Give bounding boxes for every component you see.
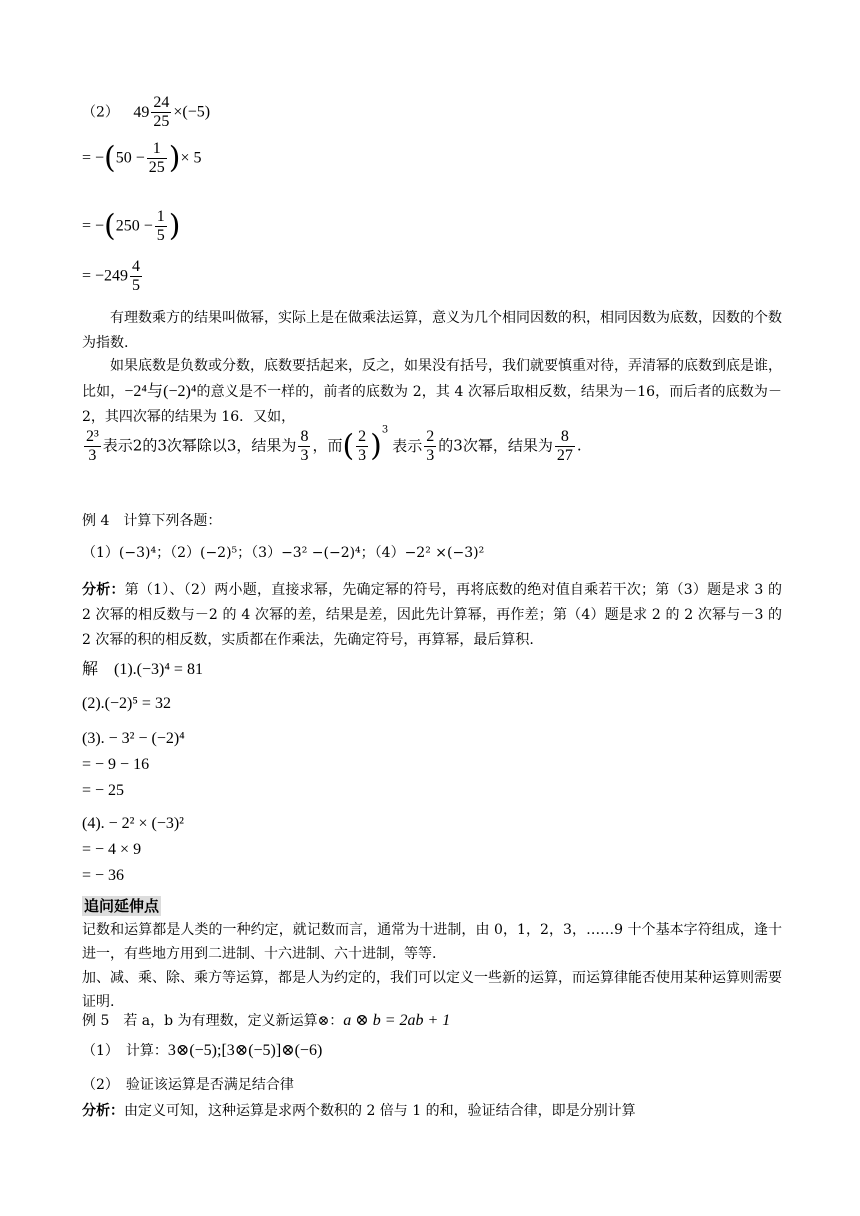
fraction: $\frac{1}{25}$ xyxy=(148,140,165,176)
power-expression: −2⁴与(−2)⁴ xyxy=(124,383,197,400)
fraction: $\frac{1}{5}$ xyxy=(156,208,165,244)
paragraph-numeration: 记数和运算都是人类的一种约定，就记数而言，通常为十进制，由 0，1，2，3，……9 十个基本字符组成，逢十进一，有些地方用到二进制、十六进制、六十进制，等等. xyxy=(82,922,782,962)
example-5-q1: （1） 计算：3⊗(−5);[3⊗(−5)]⊗(−6) xyxy=(82,1042,323,1059)
paragraph-operations: 加、减、乘、除、乘方等运算，都是人为约定的，我们可以定义一些新的运算，而运算律能否使用某种运算则需要证明. xyxy=(82,970,782,1010)
solution-line: = − 4 × 9 xyxy=(82,841,142,858)
step-line-1 xyxy=(82,94,210,131)
fraction: $\frac{\text{2³}}{3}$ xyxy=(86,428,99,464)
analysis-2: 分析：由定义可知，这种运算是求两个数积的 2 倍与 1 的和，验证结合律，即是分别计算 xyxy=(82,1103,636,1119)
part-label: （2） xyxy=(82,104,119,121)
solution-line: (4). − 2² × (−3)² xyxy=(82,815,184,832)
operation-definition: a ⊗ b = 2ab + 1 xyxy=(343,1012,451,1029)
solution-line: = − 25 xyxy=(82,782,125,799)
fraction: $\frac{8}{3}$ xyxy=(300,428,309,464)
solution-line: 解 (1).(−3)⁴ = 81 xyxy=(82,661,203,678)
fraction: $\frac{24}{25}$ xyxy=(153,94,170,130)
solution-line: (2).(−2)⁵ = 32 xyxy=(82,695,171,712)
mixed-whole: 49 xyxy=(133,103,150,121)
exponent: 3 xyxy=(381,424,389,436)
example-5-q2: （2） 验证该运算是否满足结合律 xyxy=(82,1077,294,1093)
fraction: $\frac{4}{5}$ xyxy=(132,258,141,294)
example-4-items: （1）(−3)⁴；（2）(−2)⁵；（3）−3² −(−2)⁴；（4）−2² ×(−3)² xyxy=(82,545,485,561)
paragraph-power-definition: 有理数乘方的结果叫做幂，实际上是在做乘法运算，意义为几个相同因数的积，相同因数为底数，因数的个数为指数. xyxy=(82,310,782,351)
step-line-4: = −249 $\frac{4}{5}$ xyxy=(82,258,141,294)
example-4-title: 例 4 计算下列各题： xyxy=(82,513,222,529)
solution-line: = − 36 xyxy=(82,867,125,884)
example-5-title: 例 5 若 a，b 为有理数，定义新运算⊗：a ⊗ b = 2ab + 1 xyxy=(82,1012,451,1029)
multiplier: ×(−5) xyxy=(173,103,211,121)
paragraph-base-note: 如果底数是负数或分数，底数要括起来，反之，如果没有括号，我们就要慎重对待，弄清幂的底数到底是谁，比如，−2⁴与(−2)⁴的意义是不一样的，前者的底数为 2，其 4 次幂后取相反数，结果为－16，而后者的底数为－2，其四次幂的结果为 16．又如， xyxy=(82,358,782,425)
step-line-3: = −(250 − $\frac{1}{5}$ ) xyxy=(82,208,181,244)
solution-line: (3). − 3² − (−2)⁴ xyxy=(82,730,185,747)
fraction: $\frac{2}{3}$ xyxy=(426,428,435,464)
analysis-1: 分析：第（1）、（2）两小题，直接求幂，先确定幂的符号，再将底数的绝对值自乘若干次；第（3）题是求 3 的 2 次幂的相反数与－2 的 4 次幂的差，结果是差，因此先计算幂，再作差；第（4）题是求 2 的 2 次幂与－3 的 2 次幂的积的相反数，实质都在作乘法，先确定符号，再算幂，最后算积. xyxy=(82,582,783,648)
fraction-power-line: $\frac{\text{2³}}{3}$ 表示2的3次幂除以3，结果为 $\frac{8}{3}$ ，而( $\frac{2}{3}$ )$^3$表示 $\frac{2}{3}$ 的3次幂，结果为 $\frac{8}{27}$ . xyxy=(86,424,582,464)
fraction: $\frac{8}{27}$ xyxy=(556,428,573,464)
step-line-2: = −(50 − $\frac{1}{25}$ )× 5 xyxy=(82,140,202,176)
solution-line: = − 9 − 16 xyxy=(82,756,150,773)
section-heading: 追问延伸点 xyxy=(84,897,160,915)
fraction: $\frac{2}{3}$ xyxy=(358,428,367,464)
